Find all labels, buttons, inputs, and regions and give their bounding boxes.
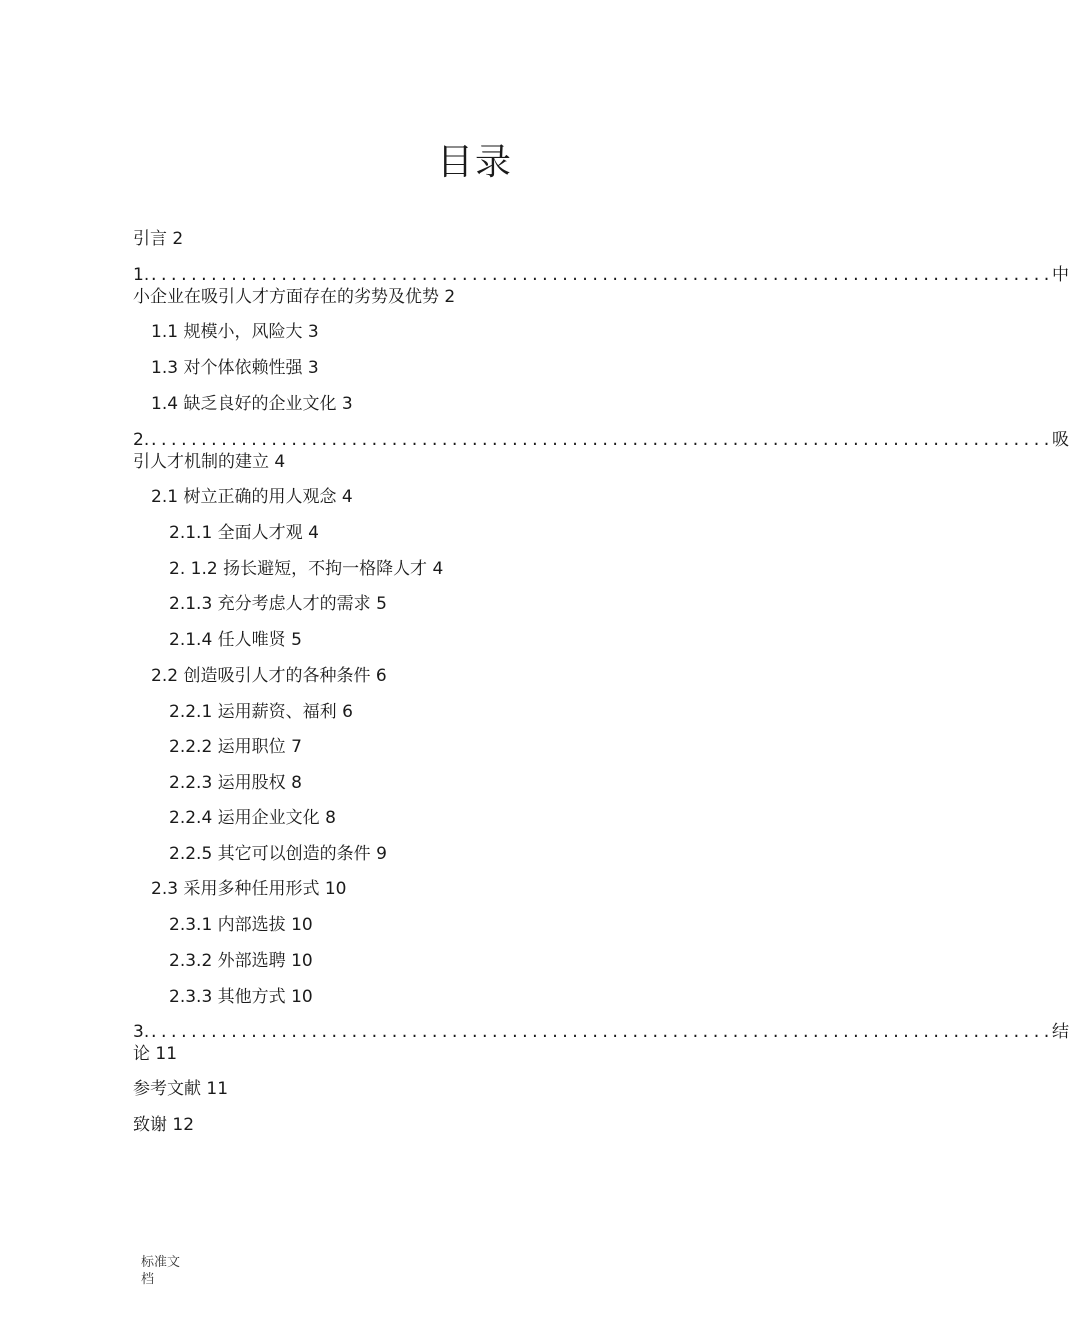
chapter-title-start: 中 xyxy=(1052,265,1069,285)
toc-entry-chapter-2-cont[interactable]: 引人才机制的建立 4 xyxy=(133,452,286,472)
toc-entry-2-3[interactable]: 2.3 采用多种任用形式 10 xyxy=(151,879,347,899)
toc-entry-2-3-2[interactable]: 2.3.2 外部选聘 10 xyxy=(169,951,313,971)
toc-entry-2-1-4[interactable]: 2.1.4 任人唯贤 5 xyxy=(169,630,302,650)
toc-entry-references[interactable]: 参考文献 11 xyxy=(133,1079,229,1099)
toc-entry-2-2-4[interactable]: 2.2.4 运用企业文化 8 xyxy=(169,808,336,828)
dot-leader: .......................................................................................... xyxy=(149,1023,1053,1041)
footer-label: 标准文档 xyxy=(141,1255,181,1287)
toc-entry-2-2-3[interactable]: 2.2.3 运用股权 8 xyxy=(169,773,302,793)
toc-entry-2-2-1[interactable]: 2.2.1 运用薪资、福利 6 xyxy=(169,702,353,722)
toc-entry-1-1[interactable]: 1.1 规模小，风险大 3 xyxy=(151,322,319,342)
toc-entry-chapter-1-cont[interactable]: 小企业在吸引人才方面存在的劣势及优势 2 xyxy=(133,287,456,307)
toc-entry-2-1-1[interactable]: 2.1.1 全面人才观 4 xyxy=(169,523,319,543)
dot-leader: .......................................................................................... xyxy=(149,266,1053,284)
toc-entry-1-3[interactable]: 1.3 对个体依赖性强 3 xyxy=(151,358,319,378)
toc-entry-chapter-3-cont[interactable]: 论 11 xyxy=(133,1044,178,1064)
chapter-title-start: 吸 xyxy=(1052,430,1069,450)
toc-entry-1-4[interactable]: 1.4 缺乏良好的企业文化 3 xyxy=(151,394,353,414)
toc-entry-2-2-2[interactable]: 2.2.2 运用职位 7 xyxy=(169,737,302,757)
toc-entry-chapter-2[interactable] xyxy=(133,429,1069,451)
chapter-title-start: 结 xyxy=(1052,1022,1069,1042)
toc-entry-2-1-3[interactable]: 2.1.3 充分考虑人才的需求 5 xyxy=(169,594,387,614)
chapter-number: 1. xyxy=(133,265,150,285)
page-title: 目录 xyxy=(436,142,513,183)
dot-leader: .......................................................................................... xyxy=(149,431,1053,449)
toc-entry-2-2-5[interactable]: 2.2.5 其它可以创造的条件 9 xyxy=(169,844,387,864)
toc-entry-2-3-3[interactable]: 2.3.3 其他方式 10 xyxy=(169,987,313,1007)
chapter-number: 2. xyxy=(133,430,150,450)
toc-entry-acknowledgements[interactable]: 致谢 12 xyxy=(133,1115,195,1135)
toc-entry-chapter-1[interactable] xyxy=(133,264,1069,286)
toc-entry-chapter-3[interactable] xyxy=(133,1021,1069,1043)
toc-entry-intro[interactable]: 引言 2 xyxy=(133,229,184,249)
toc-entry-2-1-2[interactable]: 2. 1.2 扬长避短，不拘一格降人才 4 xyxy=(169,559,444,579)
toc-entry-2-1[interactable]: 2.1 树立正确的用人观念 4 xyxy=(151,487,353,507)
toc-entry-2-3-1[interactable]: 2.3.1 内部选拔 10 xyxy=(169,915,313,935)
chapter-number: 3. xyxy=(133,1022,150,1042)
toc-entry-2-2[interactable]: 2.2 创造吸引人才的各种条件 6 xyxy=(151,666,387,686)
